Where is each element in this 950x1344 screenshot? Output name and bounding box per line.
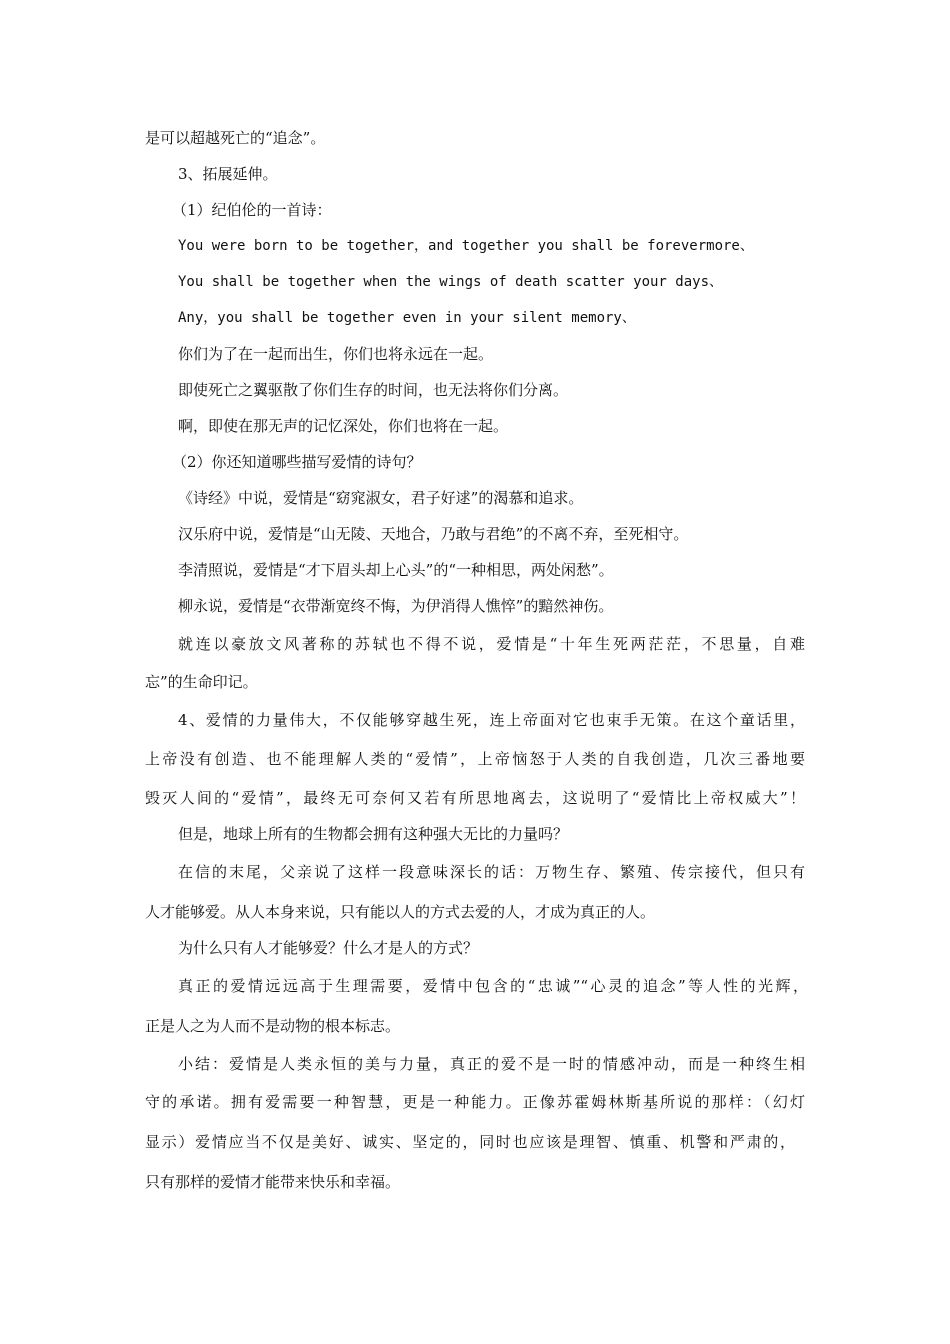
text-line: 上帝没有创造、也不能理解人类的“爱情”，上帝恼怒于人类的自我创造，几次三番地要 xyxy=(145,750,805,768)
text-line: 忘”的生命印记。 xyxy=(145,673,258,691)
poem-line-chinese: 即使死亡之翼驱散了你们生存的时间，也无法将你们分离。 xyxy=(178,381,569,399)
poem-line-english: You shall be together when the wings of death scatter your days、 xyxy=(178,274,724,290)
poem-line-english: Any，you shall be together even in your silent memory、 xyxy=(178,310,636,326)
poem-line-english: You were born to be together，and together you shall be forevermore、 xyxy=(178,238,754,254)
text-line: 就连以豪放文风著称的苏轼也不得不说，爱情是“十年生死两茫茫，不思量，自难 xyxy=(178,635,805,653)
text-line: 正是人之为人而不是动物的根本标志。 xyxy=(145,1017,401,1035)
text-line: 只有那样的爱情才能带来快乐和幸福。 xyxy=(145,1173,401,1191)
text-line: 柳永说，爱情是“衣带渐宽终不悔，为伊消得人憔悴”的黯然神伤。 xyxy=(178,597,614,615)
text-line: 毁灭人间的“爱情”，最终无可奈何又若有所思地离去，这说明了“爱情比上帝权威大”！ xyxy=(145,789,805,807)
subsection-heading: （1）纪伯伦的一首诗： xyxy=(172,201,332,219)
text-line: 是可以超越死亡的“追念”。 xyxy=(145,129,326,147)
subsection-heading: （2）你还知道哪些描写爱情的诗句？ xyxy=(172,453,422,471)
text-line: 4、爱情的力量伟大，不仅能够穿越生死，连上帝面对它也束手无策。在这个童话里， xyxy=(178,711,805,729)
text-line: 守的承诺。拥有爱需要一种智慧，更是一种能力。正像苏霍姆林斯基所说的那样：（幻灯 xyxy=(145,1093,805,1111)
text-line: 为什么只有人才能够爱？什么才是人的方式？ xyxy=(178,939,479,957)
text-line: 但是，地球上所有的生物都会拥有这种强大无比的力量吗？ xyxy=(178,825,569,843)
text-line: 汉乐府中说，爱情是“山无陵、天地合，乃敢与君绝”的不离不弃，至死相守。 xyxy=(178,525,689,543)
poem-line-chinese: 啊，即使在那无声的记忆深处，你们也将在一起。 xyxy=(178,417,509,435)
poem-line-chinese: 你们为了在一起而出生，你们也将永远在一起。 xyxy=(178,345,494,363)
text-line: 在信的末尾，父亲说了这样一段意味深长的话：万物生存、繁殖、传宗接代，但只有 xyxy=(178,863,805,881)
text-line: 《诗经》中说，爱情是“窈窕淑女，君子好逑”的渴慕和追求。 xyxy=(178,489,584,507)
text-line: 真正的爱情远远高于生理需要，爱情中包含的“忠诚”“心灵的追念”等人性的光辉， xyxy=(178,977,808,995)
text-line: 人才能够爱。从人本身来说，只有能以人的方式去爱的人，才成为真正的人。 xyxy=(145,903,656,921)
text-line: 显示）爱情应当不仅是美好、诚实、坚定的，同时也应该是理智、慎重、机警和严肃的， xyxy=(145,1133,795,1151)
text-line: 李清照说，爱情是“才下眉头却上心头”的“一种相思，两处闲愁”。 xyxy=(178,561,614,579)
section-heading: 3、拓展延伸。 xyxy=(178,165,278,183)
text-line: 小结：爱情是人类永恒的美与力量，真正的爱不是一时的情感冲动，而是一种终生相 xyxy=(178,1055,805,1073)
